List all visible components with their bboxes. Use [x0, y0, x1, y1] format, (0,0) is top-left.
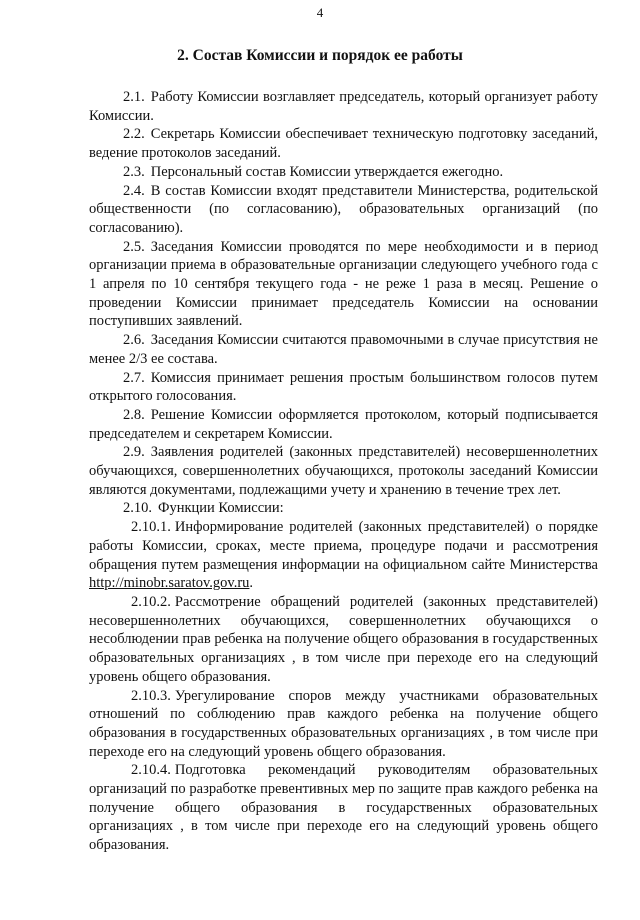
clause-text: Заявления родителей (законных представителей) несовершеннолетних обучающихся, совершеннолетних обучающихся, протоколы заседаний Комиссии являются документами, подлежащими учету и хранению в течение трех лет.	[89, 444, 598, 498]
ministry-website-link[interactable]: http://minobr.saratov.gov.ru	[89, 575, 250, 592]
clause-number: 2.7.	[123, 369, 145, 386]
clause-number: 2.3.	[123, 163, 145, 180]
clause-number: 2.2.	[123, 126, 145, 143]
clause-text-end: .	[249, 575, 254, 592]
clause-text: Заседания Комиссии считаются правомочными в случае присутствия не менее 2/3 ее состава.	[89, 332, 598, 367]
clause-number: 2.6.	[123, 332, 145, 349]
clause-number: 2.5.	[123, 238, 145, 255]
clause-text: Заседания Комиссии проводятся по мере необходимости и в период организации приема в образовательные организации следующего учебного года с 1 апреля по 10 сентября текущего года - не реже 1 раза в месяц. Решение о проведении Комиссии принимает председатель Комиссии на основании поступивших заявлений.	[89, 238, 598, 330]
section-title: 2. Состав Комиссии и порядок ее работы	[177, 47, 463, 64]
clause-text: Информирование родителей (законных представителей) о порядке работы Комиссии, сроках, месте приема, процедуре подачи и рассмотрения обращения путем размещения информации на официальном сайте Министерства	[89, 519, 598, 573]
clause-2-5	[89, 238, 598, 332]
clause-text: Урегулирование споров между участниками образовательных отношений по соблюдению прав каждого ребенка на получение общего образования в государственных образовательных организациях , в том числе при переходе его на следующий уровень общего образования.	[89, 687, 598, 760]
clause-number: 2.10.	[123, 500, 152, 517]
clause-2-3	[89, 163, 598, 182]
clause-text: Комиссия принимает решения простым большинством голосов путем открытого голосования.	[89, 369, 598, 405]
clause-2-8	[89, 406, 598, 443]
clause-text: Персональный состав Комиссии утверждается ежегодно.	[150, 163, 504, 180]
section-body	[89, 88, 598, 855]
clause-text: Секретарь Комиссии обеспечивает техническую подготовку заседаний, ведение протоколов заседаний.	[89, 126, 598, 162]
clause-2-4	[89, 182, 598, 238]
clause-text: Функции Комиссии:	[158, 500, 284, 517]
clause-number: 2.10.4.	[131, 762, 171, 779]
clause-2-10-4	[89, 761, 598, 855]
clause-2-6	[89, 331, 598, 368]
clause-text: Рассмотрение обращений родителей (законных представителей) несовершеннолетних обучающихся, совершеннолетних обучающихся о несоблюдении прав ребенка на получение общего образования в государственных образовательных организациях , в том числе при переходе его на следующий уровень общего образования.	[89, 593, 598, 685]
clause-text: Решение Комиссии оформляется протоколом, который подписывается председателем и секретарем Комиссии.	[89, 406, 598, 442]
clause-number: 2.10.1.	[131, 519, 171, 536]
clause-text: Работу Комиссии возглавляет председатель, который организует работу Комиссии.	[89, 89, 598, 124]
clause-2-10-2	[89, 593, 598, 687]
clause-2-1	[89, 88, 598, 125]
clause-2-7	[89, 369, 598, 406]
clause-2-9	[89, 443, 598, 499]
clause-2-2	[89, 125, 598, 162]
clause-number: 2.9.	[123, 444, 145, 461]
page-number: 4	[316, 5, 324, 20]
clause-number: 2.4.	[123, 182, 145, 199]
clause-text: Подготовка рекомендаций руководителям образовательных организаций по разработке превентивных мер по защите прав каждого ребенка на получение общего образования в государственных образовательных организациях , в том числе при переходе его на следующий уровень общего образования.	[89, 762, 598, 854]
clause-2-10-3	[89, 687, 598, 762]
clause-number: 2.10.2.	[131, 593, 171, 610]
clause-number: 2.1.	[123, 89, 145, 105]
clause-2-10	[89, 499, 598, 518]
clause-text: В состав Комиссии входят представители Министерства, родительской общественности (по согласованию), образовательных организаций (по согласованию).	[89, 182, 598, 236]
clause-number: 2.8.	[123, 406, 145, 423]
clause-2-10-1	[89, 518, 598, 593]
clause-number: 2.10.3.	[131, 687, 171, 704]
